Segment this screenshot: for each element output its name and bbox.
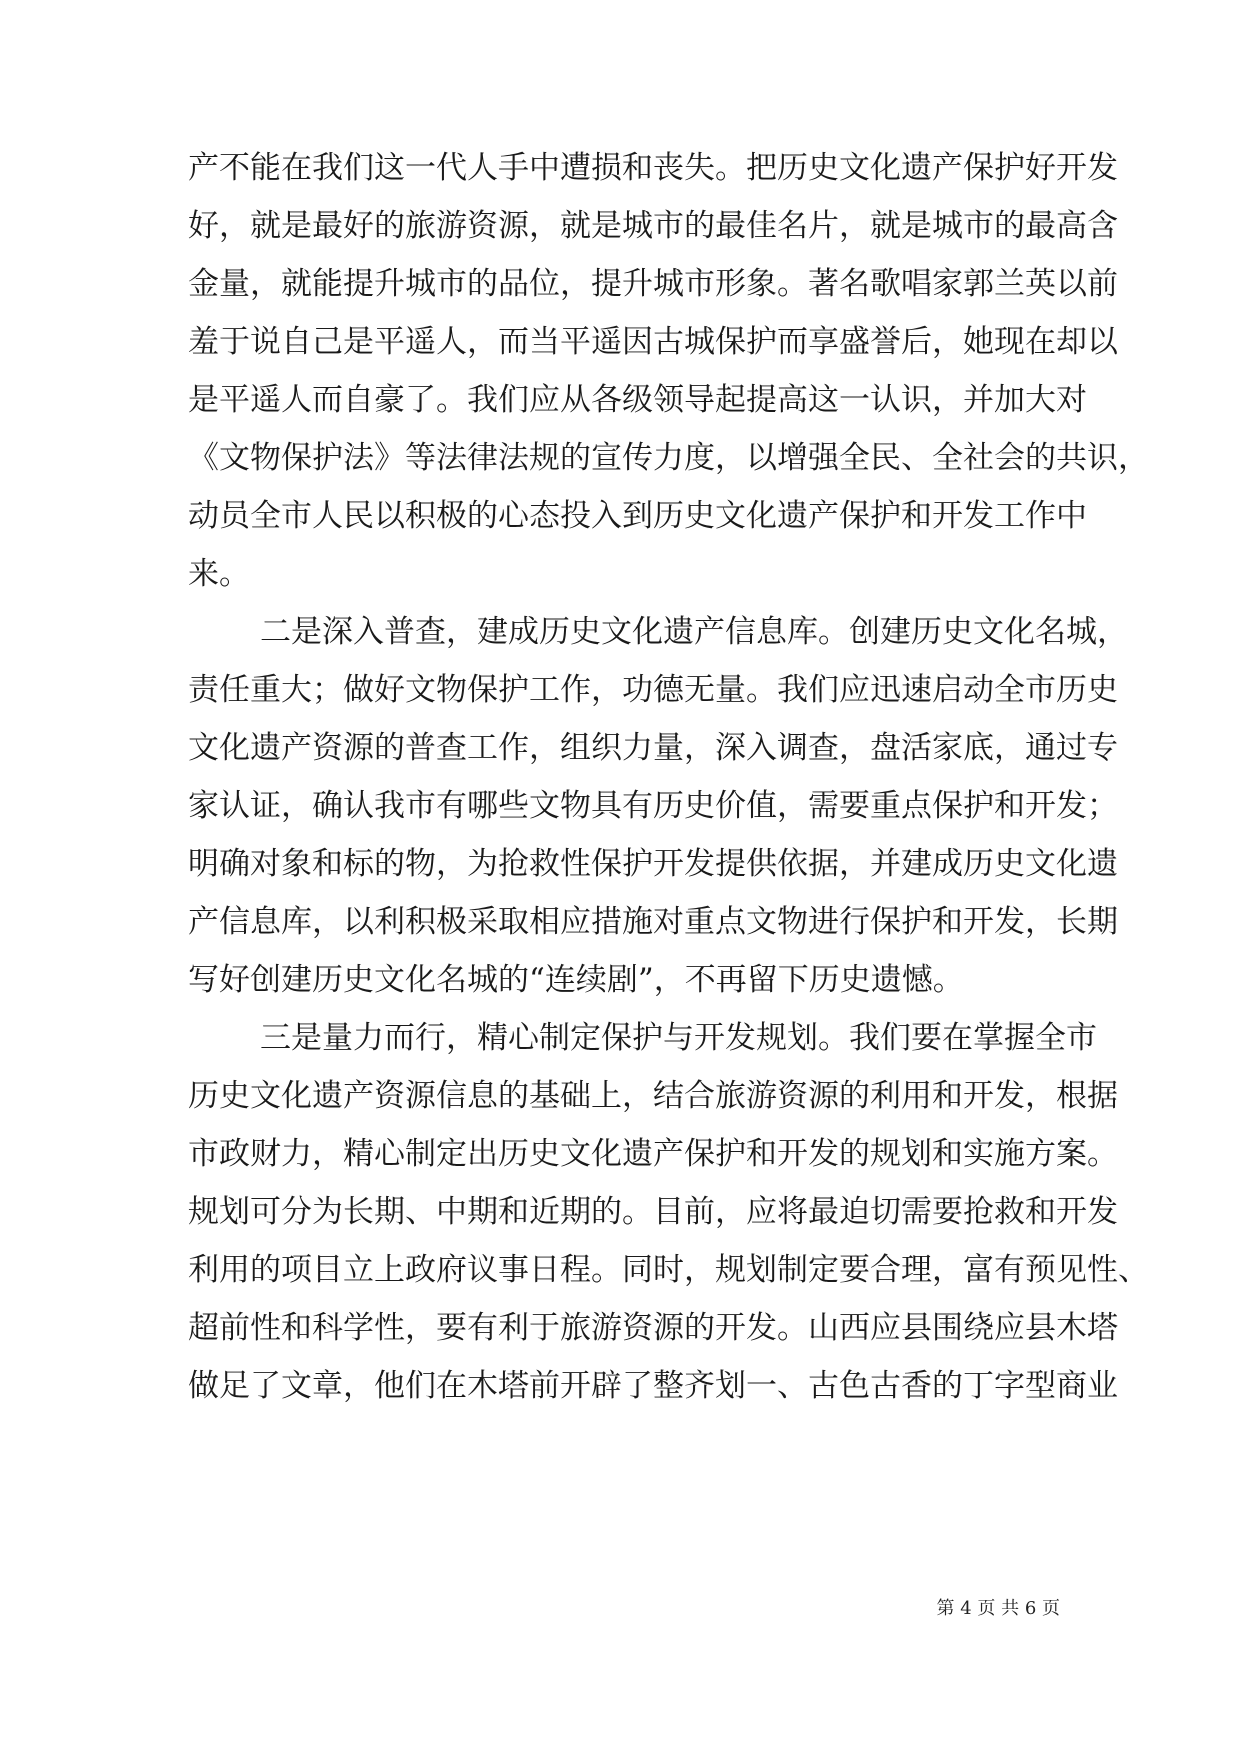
text-line: 明确对象和标的物，为抢救性保护开发提供依据，并建成历史文化遗 <box>188 846 1118 882</box>
text-line: 市政财力，精心制定出历史文化遗产保护和开发的规划和实施方案。 <box>188 1136 1118 1172</box>
text-line: 产不能在我们这一代人手中遭损和丧失。把历史文化遗产保护好开发 <box>188 150 1118 186</box>
text-line: 《文物保护法》等法律法规的宣传力度，以增强全民、全社会的共识， <box>188 440 1149 476</box>
text-line: 责任重大；做好文物保护工作，功德无量。我们应迅速启动全市历史 <box>188 672 1118 708</box>
text-line: 利用的项目立上政府议事日程。同时，规划制定要合理，富有预见性、 <box>188 1252 1149 1288</box>
text-line: 家认证，确认我市有哪些文物具有历史价值，需要重点保护和开发； <box>188 788 1118 824</box>
text-line: 规划可分为长期、中期和近期的。目前，应将最迫切需要抢救和开发 <box>188 1194 1118 1230</box>
text-line: 文化遗产资源的普查工作，组织力量，深入调查，盘活家底，通过专 <box>188 730 1118 766</box>
text-line: 金量，就能提升城市的品位，提升城市形象。著名歌唱家郭兰英以前 <box>188 266 1118 302</box>
text-line: 历史文化遗产资源信息的基础上，结合旅游资源的利用和开发，根据 <box>188 1078 1118 1114</box>
text-line: 是平遥人而自豪了。我们应从各级领导起提高这一认识，并加大对 <box>188 382 1087 418</box>
text-line: 二是深入普查，建成历史文化遗产信息库。创建历史文化名城， <box>260 614 1128 650</box>
text-line: 好，就是最好的旅游资源，就是城市的最佳名片，就是城市的最高含 <box>188 208 1118 244</box>
text-line: 动员全市人民以积极的心态投入到历史文化遗产保护和开发工作中 <box>188 498 1087 534</box>
text-line: 超前性和科学性，要有利于旅游资源的开发。山西应县围绕应县木塔 <box>188 1310 1118 1346</box>
text-line: 羞于说自己是平遥人，而当平遥因古城保护而享盛誉后，她现在却以 <box>188 324 1118 360</box>
text-line: 做足了文章，他们在木塔前开辟了整齐划一、古色古香的丁字型商业 <box>188 1368 1118 1404</box>
text-line: 三是量力而行，精心制定保护与开发规划。我们要在掌握全市 <box>260 1020 1097 1056</box>
text-line: 产信息库，以利积极采取相应措施对重点文物进行保护和开发，长期 <box>188 904 1118 940</box>
text-line: 来。 <box>188 556 250 592</box>
text-line: 写好创建历史文化名城的“连续剧”，不再留下历史遗憾。 <box>188 962 964 998</box>
page-number: 第 4 页 共 6 页 <box>936 1598 1060 1619</box>
